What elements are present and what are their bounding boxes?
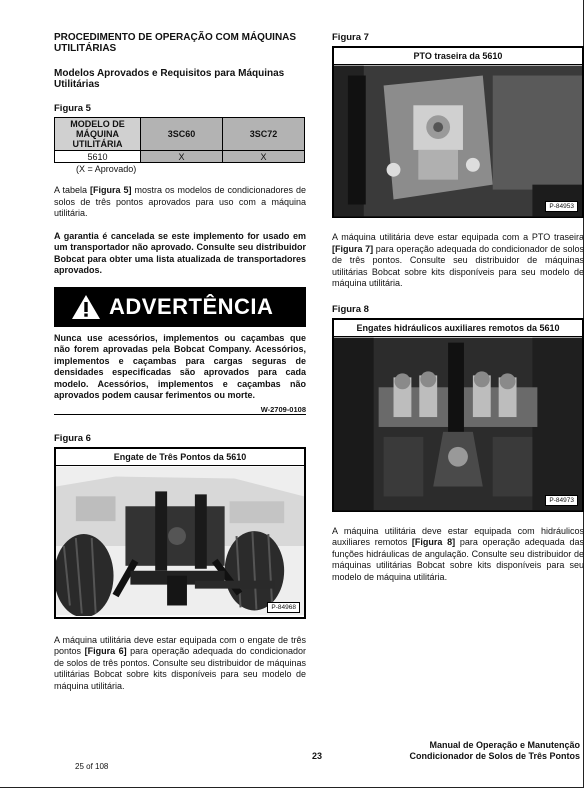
page-number: 23 bbox=[312, 751, 323, 761]
figure6-title: Engate de Três Pontos da 5610 bbox=[56, 449, 304, 466]
figure5-label: Figura 5 bbox=[54, 103, 91, 114]
manual-title-line1: Manual de Operação e Manutenção bbox=[429, 740, 580, 750]
paragraph-three-point-hitch: A máquina utilitária deve estar equipada com o engate de três pontos [Figura 6] para operação adequada do condicionador de solos de três pontos. Consulte seu distribuidor de máquinas utilitárias Bobcat sobre kits disponíveis para seu modelo de máquina utilitária. bbox=[54, 634, 306, 691]
figure7-box bbox=[332, 46, 584, 218]
rear-pto-photo bbox=[334, 65, 582, 217]
section-title: PROCEDIMENTO DE OPERAÇÃO COM MÁQUINAS UTILITÁRIAS bbox=[54, 32, 297, 54]
subsection-title: Modelos Aprovados e Requisitos para Máquinas Utilitárias bbox=[54, 68, 285, 90]
warning-title: ADVERTÊNCIA bbox=[109, 293, 274, 319]
paragraph-rear-pto: A máquina utilitária deve estar equipada com a PTO traseira [Figura 7] para operação adequada do condicionador de solos de três pontos. Consulte seu distribuidor de máquinas utilitárias Bobcat sobre kits disponíveis para seu modelo de máquina utilitária. bbox=[332, 232, 584, 288]
remote-auxiliary-hydraulics-photo bbox=[334, 337, 582, 511]
figure8-title: Engates hidráulicos auxiliares remotos da 5610 bbox=[334, 320, 582, 337]
figure8-box bbox=[332, 318, 584, 512]
table-row bbox=[55, 151, 305, 163]
manual-title-line2: Condicionador de Solos de Três Pontos bbox=[409, 751, 580, 761]
paragraph-auxiliary-hydraulics: A máquina utilitária deve estar equipada com hidráulicos auxiliares remotos [Figura 8] para operação adequada das funções hidráulicas de angulação. Consulte seu distribuidor de máquinas utilitárias Bobcat sobre kits disponíveis para seu modelo de máquina utilitária. bbox=[332, 525, 584, 582]
table-cell-3sc60: X bbox=[141, 151, 223, 163]
warning-text: Nunca use acessórios, implementos ou caçambas que não forem aprovadas pela Bobcat Company. Acessórios, implementos e caçambas para cargas seguras de densidades especificadas são aprovados para cada modelo. Acessórios, implementos e caçambas não aprovados podem causar ferimentos ou morte. bbox=[54, 332, 306, 400]
warning-divider bbox=[54, 414, 306, 415]
figure8-photo-id: P-84973 bbox=[545, 495, 578, 506]
paragraph-table-description: A tabela [Figura 5] mostra os modelos de condicionadores de solos de três pontos aprovados para uso com a máquina utilitária. bbox=[54, 185, 306, 218]
table-header-3sc72: 3SC72 bbox=[223, 118, 305, 151]
figure6-box bbox=[54, 447, 306, 619]
figure6-label: Figura 6 bbox=[54, 432, 91, 444]
warning-code: W-2709-0108 bbox=[260, 404, 306, 414]
manual-footer-title bbox=[409, 740, 580, 762]
table-header-3sc60: 3SC60 bbox=[141, 118, 223, 151]
three-point-hitch-photo bbox=[56, 466, 304, 616]
table-header-model: MODELO DE MÁQUINA UTILITÁRIA bbox=[55, 118, 141, 151]
right-column bbox=[332, 32, 584, 583]
table-note: (X = Aprovado) bbox=[76, 164, 137, 174]
warning-banner bbox=[54, 287, 306, 327]
page-counter: 25 of 108 bbox=[75, 762, 109, 771]
left-column bbox=[54, 32, 306, 692]
warning-triangle-icon bbox=[71, 294, 101, 320]
figure6-photo-id: P-84968 bbox=[267, 602, 300, 613]
figure7-title: PTO traseira da 5610 bbox=[334, 48, 582, 65]
table-header-row bbox=[55, 118, 305, 151]
table-cell-model: 5610 bbox=[55, 151, 141, 163]
figure8-label: Figura 8 bbox=[332, 303, 369, 315]
figure7-label: Figura 7 bbox=[332, 32, 369, 43]
approved-models-table bbox=[54, 117, 305, 163]
paragraph-warranty: A garantia é cancelada se este implemento for usado em um transportador não aprovado. Consulte seu distribuidor Bobcat para obter uma lista atualizada de transportadores aprovados. bbox=[54, 230, 306, 275]
table-cell-3sc72: X bbox=[223, 151, 305, 163]
figure7-photo-id: P-84953 bbox=[545, 201, 578, 212]
